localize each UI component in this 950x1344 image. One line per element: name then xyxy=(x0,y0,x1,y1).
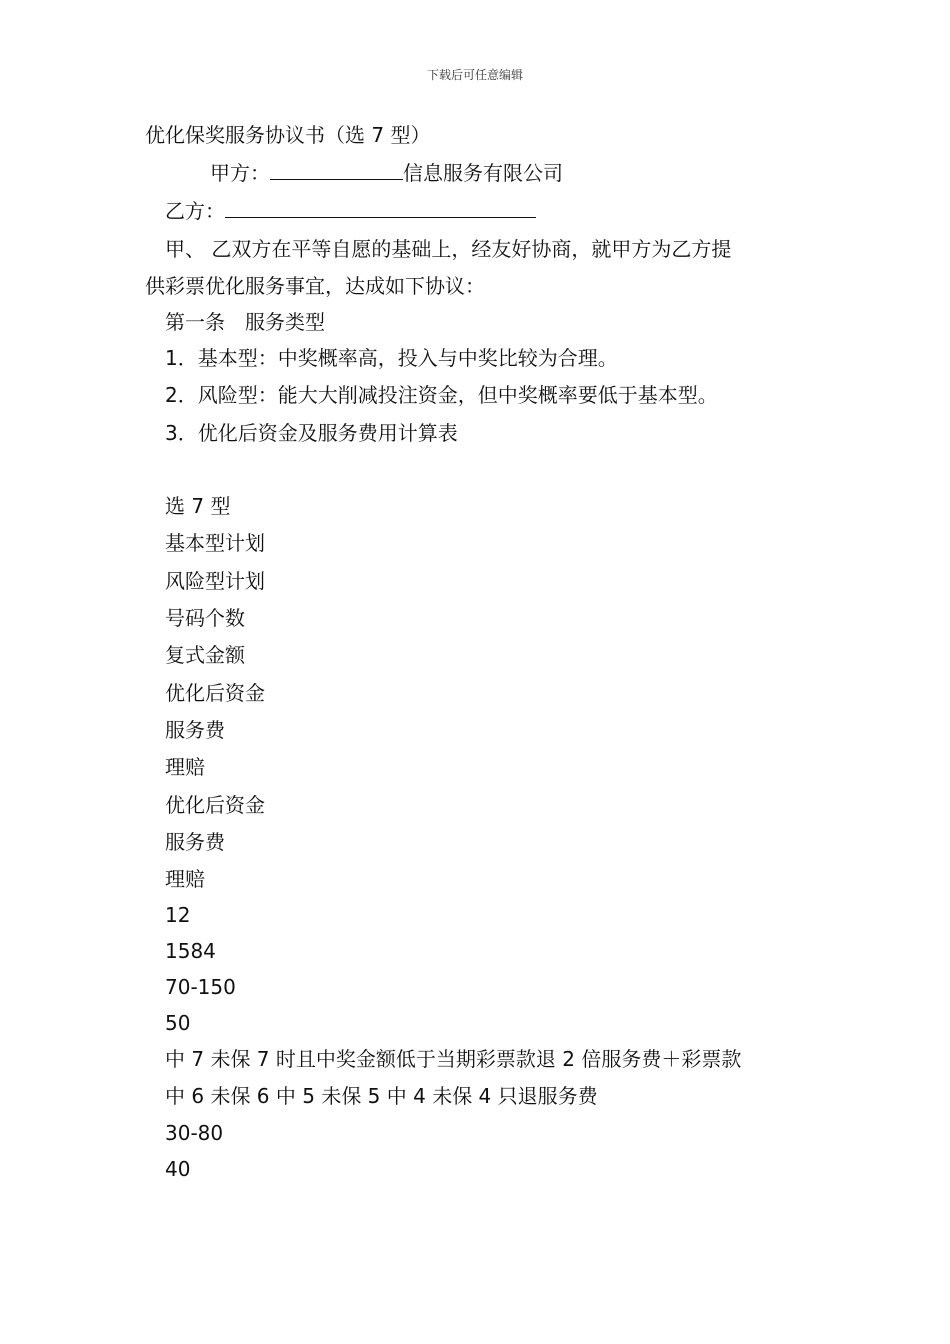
table-line: 中 7 未保 7 时且中奖金额低于当期彩票款退 2 倍服务费＋彩票款 xyxy=(165,1047,742,1071)
party-a-label: 甲方： xyxy=(210,161,270,185)
table-line: 12 xyxy=(165,903,191,927)
page-header-note: 下载后可任意编辑 xyxy=(426,68,523,82)
party-a-blank xyxy=(270,159,403,180)
agreement-title: 优化保奖服务协议书（选 7 型） xyxy=(145,123,431,147)
table-line: 优化后资金 xyxy=(165,681,265,705)
party-b-label: 乙方： xyxy=(165,199,225,223)
table-line: 服务费 xyxy=(165,830,225,854)
article-1-heading: 第一条 服务类型 xyxy=(165,310,325,334)
table-line: 70-150 xyxy=(165,975,236,999)
table-line: 基本型计划 xyxy=(165,531,265,555)
table-line: 号码个数 xyxy=(165,606,245,630)
table-line: 理赔 xyxy=(165,755,205,779)
party-b-line xyxy=(165,197,536,224)
table-line: 优化后资金 xyxy=(165,793,265,817)
party-a-suffix: 信息服务有限公司 xyxy=(403,161,563,185)
table-line: 理赔 xyxy=(165,867,205,891)
table-line: 30-80 xyxy=(165,1121,224,1145)
table-line: 选 7 型 xyxy=(165,494,231,518)
intro-line-2: 供彩票优化服务事宜，达成如下协议： xyxy=(145,274,485,298)
service-item-2: 2．风险型：能大大削减投注资金，但中奖概率要低于基本型。 xyxy=(165,383,718,407)
table-line: 中 6 未保 6 中 5 未保 5 中 4 未保 4 只退服务费 xyxy=(165,1084,598,1108)
party-b-blank xyxy=(225,197,536,218)
table-line: 服务费 xyxy=(165,718,225,742)
service-item-1: 1．基本型：中奖概率高，投入与中奖比较为合理。 xyxy=(165,346,618,370)
service-item-3: 3．优化后资金及服务费用计算表 xyxy=(165,421,458,445)
table-line: 50 xyxy=(165,1011,191,1035)
intro-line-1: 甲、 乙双方在平等自愿的基础上，经友好协商，就甲方为乙方提 xyxy=(165,237,732,261)
table-line: 40 xyxy=(165,1157,191,1181)
table-line: 1584 xyxy=(165,939,216,963)
table-line: 复式金额 xyxy=(165,643,245,667)
party-a-line xyxy=(210,159,563,186)
table-line: 风险型计划 xyxy=(165,569,265,593)
